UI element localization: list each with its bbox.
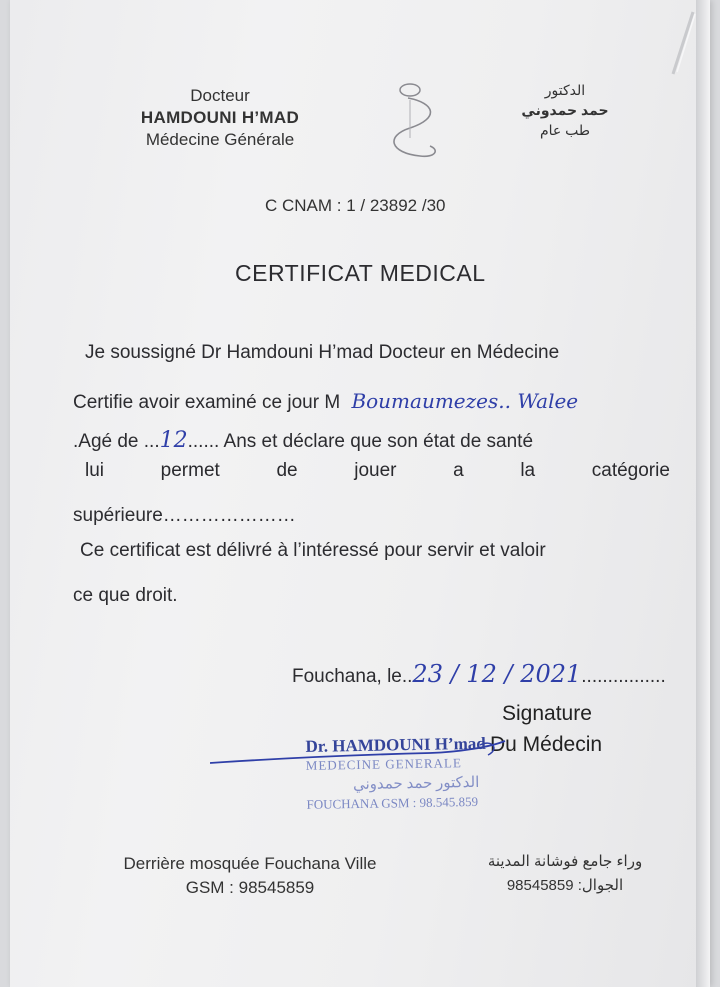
stamp-arabic-name: الدكتور حمد حمدوني [352,774,480,794]
age-prefix: .Agé de ... [73,431,160,452]
footer-fr [95,852,405,900]
header-ar-name: حمد حمدوني [521,102,609,118]
body-line-4 [85,460,670,482]
body-line-2 [73,389,578,414]
paper-edge [696,0,710,987]
word: permet [160,460,220,481]
pen-icon [655,10,705,80]
body-line-5: supérieure………………… [73,505,296,526]
age-handwritten: 12 [159,428,188,453]
doctor-stamp [305,733,526,813]
cnam-number: C CNAM : 1 / 23892 /30 [265,196,446,215]
footer-ar-gsm: الجوال: 98545859 [506,877,624,894]
header-fr-name: HAMDOUNI H’MAD [140,108,300,127]
word: la [520,460,536,481]
body-line-3 [73,428,533,453]
doctor-header-ar [510,80,620,140]
age-suffix: ...... Ans et déclare que son état de santé [187,431,534,452]
caduceus-icon [380,78,460,168]
document-title: CERTIFICAT MEDICAL [235,260,486,286]
word: a [453,460,464,481]
word: catégorie [591,460,670,481]
body-line-2-text: Certifie avoir examiné ce jour M [73,392,341,413]
place-prefix: Fouchana, le.. [292,666,413,687]
place-dots: ................ [581,666,666,687]
signature-label-2: Du Médecin [490,733,603,756]
header-fr-specialty: Médecine Générale [145,130,295,149]
patient-name-handwritten: Boumaumezes.. Walee [351,389,579,413]
stamp-name: Dr. HAMDOUNI H’mad [305,733,486,756]
word: lui [85,460,105,481]
body-line-1: Je soussigné Dr Hamdouni H’mad Docteur en Médecine [85,342,560,363]
footer-fr-gsm: GSM : 98545859 [185,878,315,897]
word: de [276,460,298,481]
body-line-6: Ce certificat est délivré à l’intéressé pour servir et valoir [80,540,546,561]
footer-ar-address: وراء جامع فوشانة المدينة [487,853,643,870]
header-ar-specialty: طب عام [539,122,591,138]
word: jouer [354,460,397,481]
date-handwritten: 23 / 12 / 2021 [412,660,582,688]
stamp-specialty: MEDECINE GENERALE [305,755,462,773]
header-fr-docteur: Docteur [190,86,250,105]
footer-fr-address: Derrière mosquée Fouchana Ville [123,854,377,873]
footer-ar [470,850,660,898]
stamp-gsm: FOUCHANA GSM : 98.545.859 [306,793,479,812]
place-date [292,660,666,688]
signature-label: Signature [502,702,592,725]
header-ar-title: الدكتور [544,82,586,98]
certificate-paper [10,0,710,987]
doctor-header-fr [110,85,330,151]
body-line-7: ce que droit. [73,585,178,606]
